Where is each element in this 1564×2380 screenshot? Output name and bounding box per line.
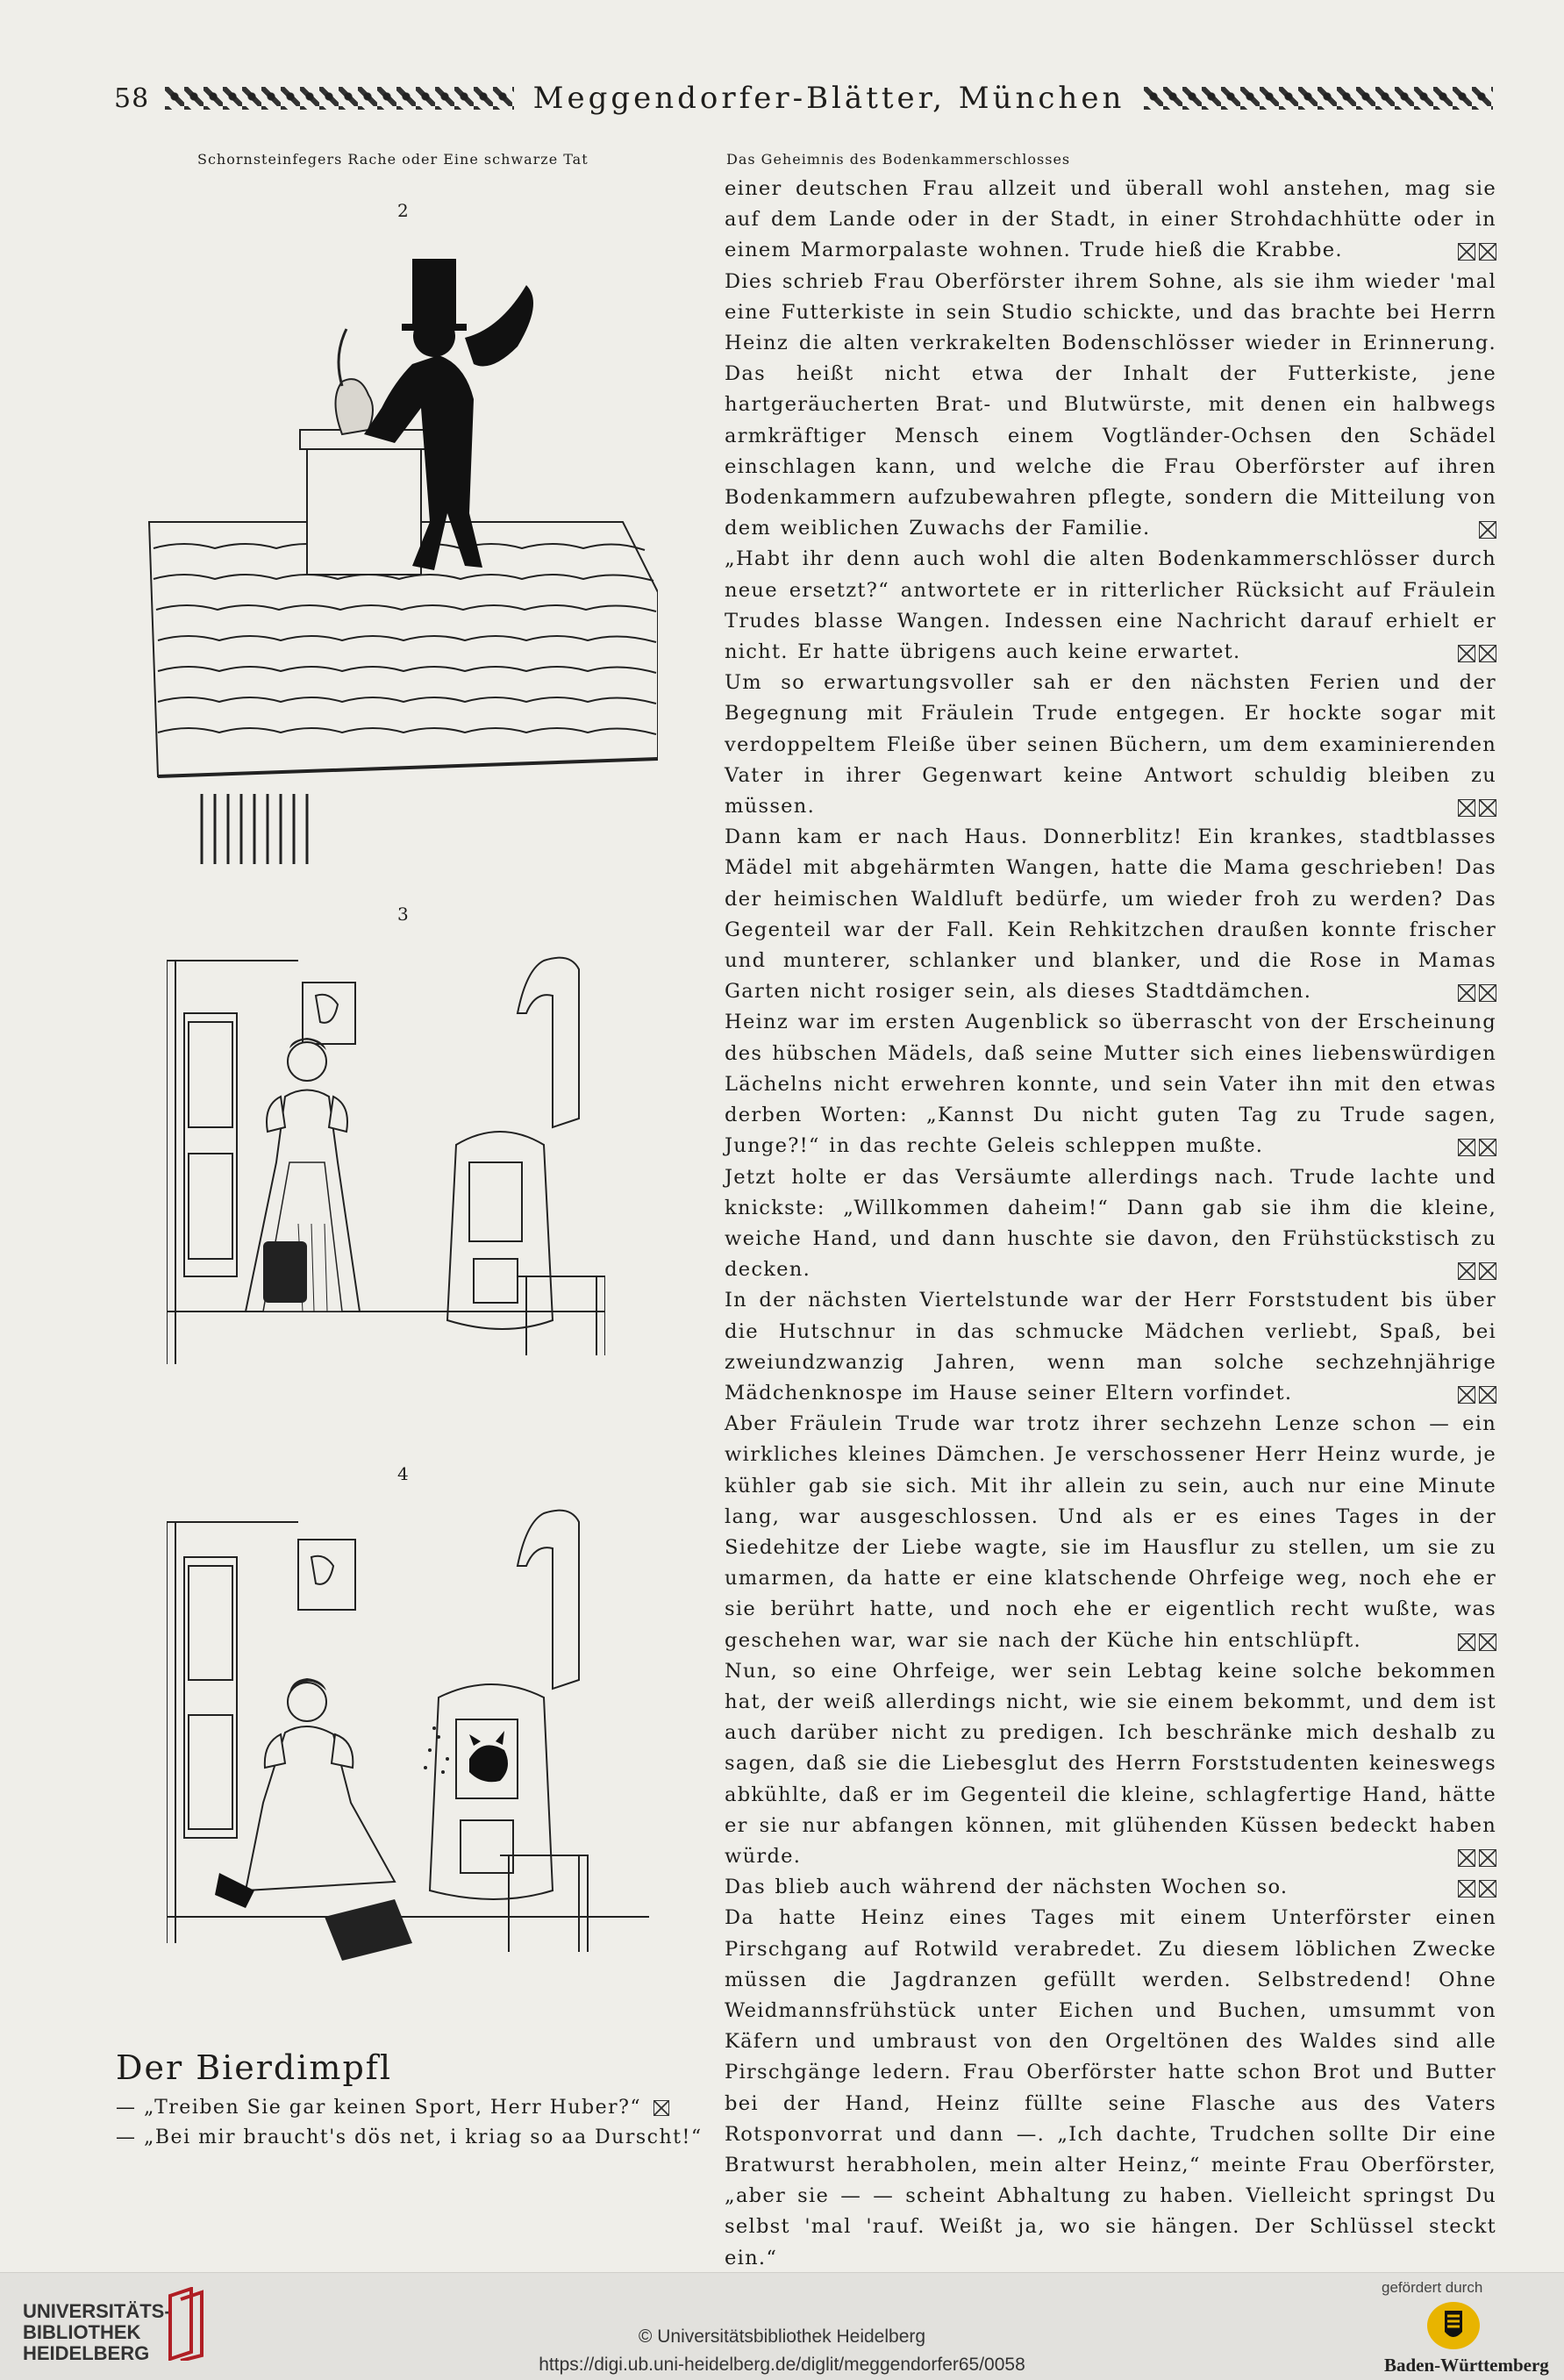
page-header bbox=[114, 77, 1500, 119]
story-caption: Das Geheimnis des Bodenkammerschlosses bbox=[726, 151, 1071, 168]
bierdimpfl-line-1 bbox=[116, 2097, 669, 2119]
paragraph-end-mark-icon bbox=[1458, 645, 1496, 661]
story-paragraph bbox=[725, 1162, 1496, 1286]
paragraph-end-mark-icon bbox=[1458, 243, 1496, 259]
story-paragraph bbox=[725, 1409, 1496, 1656]
bierdimpfl-line-1-text: — „Treiben Sie gar keinen Sport, Herr Huber?“ bbox=[116, 2097, 642, 2119]
story-paragraph bbox=[725, 174, 1496, 267]
paragraph-end-mark-icon bbox=[1458, 521, 1496, 537]
bierdimpfl-line-2-text: — „Bei mir braucht's dös net, i kriag so aa Durscht!“ bbox=[116, 2126, 703, 2148]
header-ornament-left bbox=[165, 87, 514, 110]
paragraph-end-mark-icon bbox=[1458, 984, 1496, 1000]
story-paragraph bbox=[725, 544, 1496, 668]
story-paragraph-text: In der nächsten Viertelstunde war der Herr Forststudent bis über die Hutschnur in das schmucke Mädchen verliebt, Spaß, bei zweiundzwanzig Jahren, wenn man solche sechzehnjährige Mädchenknospe im Hause seiner Eltern vorfindet. bbox=[725, 1289, 1496, 1404]
library-emblem-icon bbox=[167, 2287, 205, 2361]
funded-by-label: gefördert durch bbox=[1382, 2279, 1483, 2296]
source-url-link[interactable]: https://digi.ub.uni-heidelberg.de/diglit/meggendorfer65/0058 bbox=[539, 2355, 1025, 2375]
illustration-maid-with-cat bbox=[167, 1504, 649, 1978]
story-paragraph-text: Das blieb auch während der nächsten Wochen so. bbox=[725, 1876, 1289, 1899]
story-paragraph-text: Da hatte Heinz eines Tages mit einem Unterförster einen Pirschgang auf Rotwild verabredet. Zu diesem löblichen Zwecke müssen die Jagdranzen gefüllt werden. Selbstredend! Ohne Weidmannsfrühstück unter Eichen und Buchen, umsummt von Käfern und umbraust von den Orgeltönen des Waldes sind alle Pirschgänge ledern. Frau Oberförster hatte schon Brot und Butter bei der Hand, Heinz füllte seine Flasche aus des Vaters Rotsponvorrat und dann —. „Ich dachte, Trudchen sollte Dir eine Bratwurst herabholen, mein alter Heinz,“ meinte Frau Oberförster, „aber sie — — scheint Abhaltung zu haben. Vielleicht springst Du selbst 'mal 'rauf. Weißt ja, wo sie hängen. Der Schlüssel steckt ein.“ bbox=[725, 1906, 1496, 2269]
bierdimpfl-line-2 bbox=[116, 2126, 703, 2148]
story-paragraph bbox=[725, 1007, 1496, 1161]
story-paragraph-text: einer deutschen Frau allzeit und überall wohl anstehen, mag sie auf dem Lande oder in der Stadt, in einer Strohdachhütte oder in einem Marmorpalaste wohnen. Trude hieß die Krabbe. bbox=[725, 177, 1496, 262]
journal-title: Meggendorfer-Blätter, München bbox=[532, 81, 1125, 116]
illustration-chimney-sweep bbox=[132, 232, 658, 864]
story-paragraph bbox=[725, 1903, 1496, 2273]
paragraph-end-mark-icon bbox=[1458, 1139, 1496, 1154]
library-name-line-3: HEIDELBERG bbox=[23, 2342, 150, 2364]
funder-name: Baden-Württemberg bbox=[1384, 2355, 1549, 2376]
page-number: 58 bbox=[114, 82, 150, 114]
illustration-maid-with-bucket bbox=[167, 943, 605, 1364]
paragraph-end-mark-icon bbox=[1458, 799, 1496, 815]
story-paragraph-text: Aber Fräulein Trude war trotz ihrer sechzehn Lenze schon — ein wirkliches kleines Dämchen. Je verschossener Herr Heinz wurde, je kühler gab sie sich. Mit ihr allein zu sein, auch nur eine Minute lang, war ausgeschlossen. Und als er es eines Tages in der Siedehitze der Liebe wagte, sie im Hausflur zu stellen, um sie zu umarmen, da hatte er eine klatschende Ohrfeige weg, noch ehe er sie berührt hatte, und noch ehe er eigentlich recht wußte, was geschehen war, war sie nach der Küche hin entschlüpft. bbox=[725, 1412, 1496, 1652]
story-paragraph bbox=[725, 668, 1496, 822]
story-paragraph-text: Jetzt holte er das Versäumte allerdings nach. Trude lachte und knickste: „Willkommen daheim!“ Dann gab sie ihm die kleine, weiche Hand, und dann huschte sie davon, den Frühstückstisch zu decken. bbox=[725, 1165, 1496, 1282]
story-text-column bbox=[725, 174, 1496, 2274]
figure-number-3: 3 bbox=[397, 904, 409, 925]
end-mark-icon bbox=[653, 2100, 669, 2116]
baden-wuerttemberg-seal-icon bbox=[1425, 2300, 1482, 2351]
paragraph-end-mark-icon bbox=[1458, 1880, 1496, 1896]
story-paragraph bbox=[725, 822, 1496, 1007]
story-paragraph-text: Nun, so eine Ohrfeige, wer sein Lebtag keine solche bekommen hat, der weiß allerdings nicht, wie sie einem bekommt, und dem ist auch darüber nicht zu predigen. Ich beschränke mich deshalb zu sagen, daß sie die Liebesglut des Herrn Forststudenten keineswegs abkühlte, daß er im Gegenteil die kleine, schlagfertige Hand, hätte er sie nur abfangen können, mit glühenden Küssen bedeckt haben würde. bbox=[725, 1659, 1496, 1868]
library-name-line-1: UNIVERSITÄTS- bbox=[23, 2300, 171, 2322]
story-paragraph bbox=[725, 1285, 1496, 1409]
paragraph-end-mark-icon bbox=[1458, 1386, 1496, 1402]
story-paragraph-text: Heinz war im ersten Augenblick so überrascht von der Erscheinung des hübschen Mädels, daß seine Mutter sich eines liebenswürdigen Lächelns nicht erwehren konnte, und sein Vater ihn mit den etwas derben Worten: „Kannst Du nicht guten Tag zu Trude sagen, Junge?!“ in das rechte Geleis schleppen mußte. bbox=[725, 1011, 1496, 1158]
story-paragraph bbox=[725, 1656, 1496, 1872]
library-name-line-2: BIBLIOTHEK bbox=[23, 2321, 141, 2343]
figure-number-4: 4 bbox=[397, 1463, 409, 1484]
story-paragraph bbox=[725, 1872, 1496, 1903]
figure-number-2: 2 bbox=[397, 200, 409, 221]
paragraph-end-mark-icon bbox=[1458, 1633, 1496, 1649]
story-paragraph-text: Um so erwartungsvoller sah er den nächsten Ferien und der Begegnung mit Fräulein Trude entgegen. Er hockte sogar mit verdoppeltem Fleiße über seinen Büchern, um dem examinierenden Vater in ihrer Gegenwart keine Antwort schuldig bleiben zu müssen. bbox=[725, 671, 1496, 818]
story-paragraph-text: Dies schrieb Frau Oberförster ihrem Sohne, als sie ihm wieder 'mal eine Futterkiste in sein Studio schickte, und das brachte bei Herrn Heinz die alten verkrakelten Bodenschlösser wieder in Erinnerung. Das heißt nicht etwa der Inhalt der Futterkiste, jene hartgeräucherten Brat- und Blutwürste, mit denen ein halbwegs armkräftiger Mensch einem Vogtländer-Ochsen den Schädel einschlagen kann, und welche die Frau Oberförster auf ihren Bodenkammern aufzubewahren pflegte, sondern die Mitteilung von dem weiblichen Zuwachs der Familie. bbox=[725, 269, 1496, 540]
copyright-notice: © Universitätsbibliothek Heidelberg bbox=[638, 2326, 926, 2347]
cartoon-caption: Schornsteinfegers Rache oder Eine schwarze Tat bbox=[197, 151, 589, 168]
paragraph-end-mark-icon bbox=[1458, 1849, 1496, 1865]
paragraph-end-mark-icon bbox=[1458, 1262, 1496, 1278]
story-paragraph bbox=[725, 267, 1496, 545]
bierdimpfl-title: Der Bierdimpfl bbox=[116, 2048, 392, 2087]
header-ornament-right bbox=[1144, 87, 1493, 110]
story-paragraph-text: Dann kam er nach Haus. Donnerblitz! Ein krankes, stadtblasses Mädel mit abgehärmten Wangen, hatte die Mama geschrieben! Das der heimischen Waldluft bedürfe, um wieder froh zu werden? Das Gegenteil war der Fall. Kein Rehkitzchen draußen konnte frischer und munterer, schlanker und blanker, und die Rose in Mamas Garten nicht rosiger sein, als dieses Stadtdämchen. bbox=[725, 825, 1496, 1004]
story-paragraph-text: „Habt ihr denn auch wohl die alten Bodenkammerschlösser durch neue ersetzt?“ antwortete er in ritterlicher Rücksicht auf Fräulein Trudes blasse Wangen. Indessen eine Nachricht darauf erhielt er nicht. Er hatte übrigens auch keine erwartet. bbox=[725, 547, 1496, 664]
